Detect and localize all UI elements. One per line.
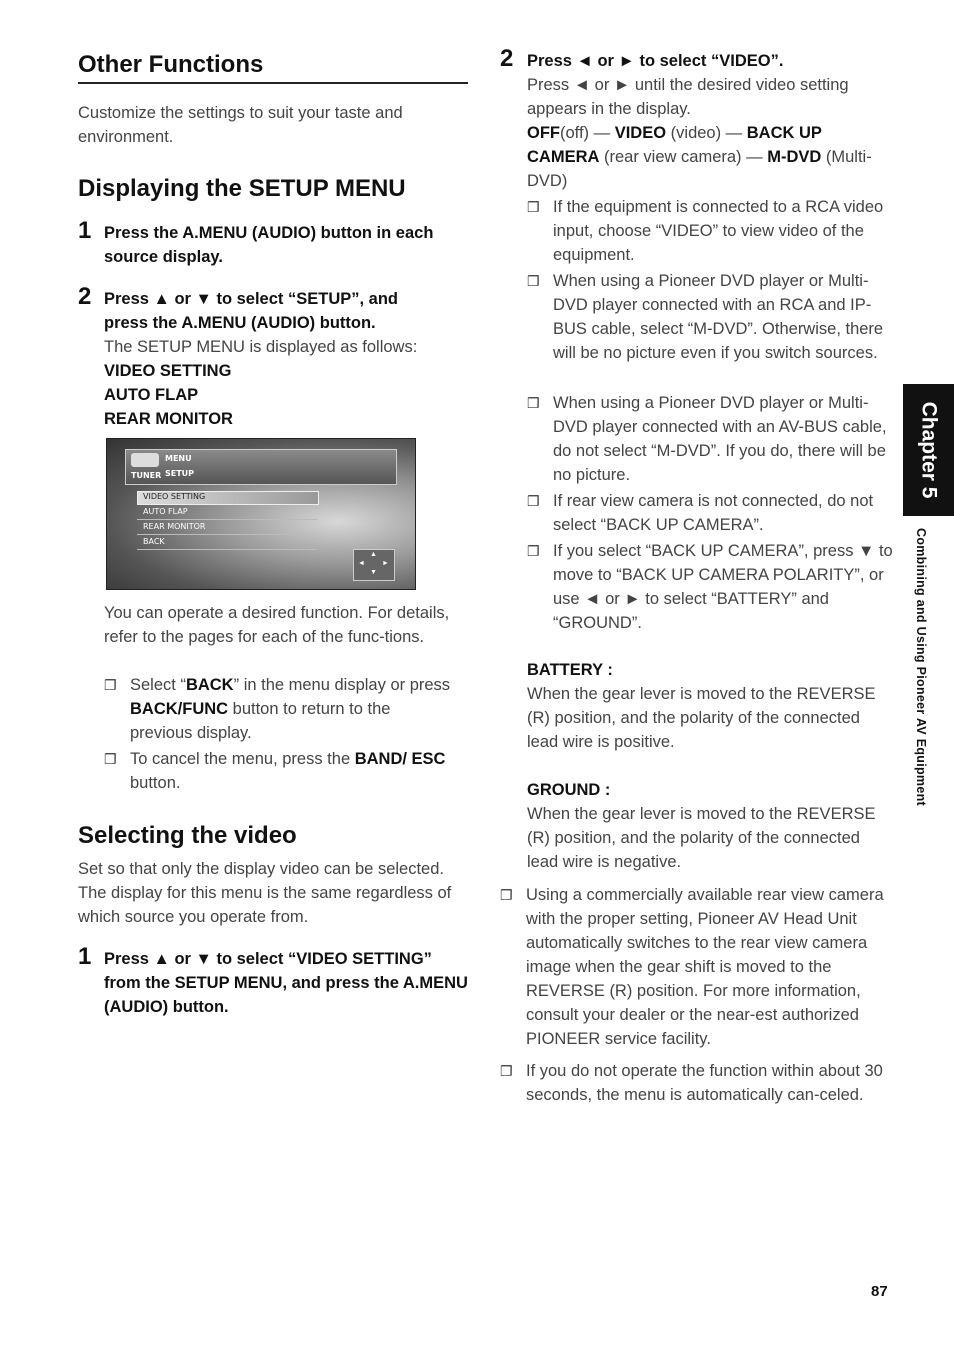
title-rule bbox=[78, 82, 468, 84]
list-item bbox=[104, 747, 454, 795]
list-item bbox=[104, 673, 454, 745]
screenshot-tuner-label: TUNER bbox=[131, 471, 162, 480]
chapter-label-text: Chapter 5 bbox=[917, 401, 941, 499]
screenshot-menu-item: REAR MONITOR bbox=[143, 522, 206, 531]
list-item bbox=[527, 539, 893, 635]
list-item-text: To cancel the menu, press the BAND/ ESC button. bbox=[130, 750, 446, 792]
checkbox-bullet-icon: ❒ bbox=[527, 199, 540, 215]
screenshot-divider bbox=[137, 519, 317, 520]
battery-body: When the gear lever is moved to the REVERSE (R) position, and the polarity of the connected lead wire is positive. bbox=[527, 685, 876, 751]
list-item-text: If the equipment is connected to a RCA video input, choose “VIDEO” to view video of the equipment. bbox=[553, 198, 884, 264]
list-item-text: When using a Pioneer DVD player or Multi-DVD player connected with an AV-BUS cable, do not select “M-DVD”. If you do, there will be no picture. bbox=[553, 394, 887, 484]
section-title: Other Functions bbox=[78, 51, 264, 78]
step-instruction: Press ▲ or ▼ to select “VIDEO SETTING” from the SETUP MENU, and press the A.MENU (AUDIO) button. bbox=[104, 950, 468, 1016]
source-logo-icon bbox=[131, 453, 159, 467]
intro-text: Customize the settings to suit your taste and environment. bbox=[78, 104, 403, 146]
step-number: 2 bbox=[500, 45, 514, 72]
list-item-text: If rear view camera is not connected, do not select “BACK UP CAMERA”. bbox=[553, 492, 874, 534]
step-number: 1 bbox=[78, 943, 92, 970]
checkbox-bullet-icon: ❒ bbox=[104, 677, 117, 693]
list-item-text: When using a Pioneer DVD player or Multi-DVD player connected with an RCA and IP-BUS cable, select “M-DVD”. Otherwise, there will be no picture even if you switch sources. bbox=[553, 272, 884, 362]
checkbox-bullet-icon: ❒ bbox=[104, 751, 117, 767]
screenshot-menu-item: BACK bbox=[143, 537, 165, 546]
step-number: 1 bbox=[78, 217, 92, 244]
list-item bbox=[527, 269, 893, 389]
video-body: Set so that only the display video can be selected. The display for this menu is the same regardless of which source you operate from. bbox=[78, 860, 452, 926]
menu-item-text: REAR MONITOR bbox=[104, 410, 233, 428]
screenshot-nav-pad-icon: ▲ ◄ ► ▼ bbox=[353, 549, 395, 581]
side-section-label-text: Combining and Using Pioneer AV Equipment bbox=[914, 528, 928, 806]
list-item-text: Select “BACK” in the menu display or press BACK/FUNC button to return to the previous display. bbox=[130, 676, 451, 742]
screenshot-menu-label: MENU bbox=[165, 454, 192, 463]
setup-menu-screenshot bbox=[106, 438, 416, 590]
screenshot-setup-label: SETUP bbox=[165, 469, 195, 478]
checkbox-bullet-icon: ❒ bbox=[500, 887, 513, 903]
menu-item-text: AUTO FLAP bbox=[104, 386, 199, 404]
step-instruction: Press ▲ or ▼ to select “SETUP”, and press the A.MENU (AUDIO) button. bbox=[104, 290, 398, 332]
list-item-text: If you do not operate the function within about 30 seconds, the menu is automatically can-celed. bbox=[526, 1062, 883, 1104]
list-item bbox=[527, 195, 893, 267]
video-options: OFF(off) — VIDEO (video) — BACK UP CAMERA (rear view camera) — M-DVD (Multi-DVD) bbox=[527, 124, 872, 190]
video-heading: Selecting the video bbox=[78, 822, 297, 849]
screenshot-divider bbox=[137, 534, 317, 535]
battery-heading: BATTERY : bbox=[527, 661, 613, 679]
ground-heading: GROUND : bbox=[527, 781, 611, 799]
checkbox-bullet-icon: ❒ bbox=[527, 273, 540, 289]
screenshot-menu-item: AUTO FLAP bbox=[143, 507, 188, 516]
after-screenshot-text: You can operate a desired function. For details, refer to the pages for each of the func-tions. bbox=[104, 604, 450, 646]
step-body: Press ◄ or ► until the desired video setting appears in the display. bbox=[527, 76, 849, 118]
list-item bbox=[527, 391, 893, 487]
step-number: 2 bbox=[78, 283, 92, 310]
checkbox-bullet-icon: ❒ bbox=[527, 395, 540, 411]
checkbox-bullet-icon: ❒ bbox=[500, 1063, 513, 1079]
list-item bbox=[500, 883, 892, 1051]
step-instruction: Press the A.MENU (AUDIO) button in each source display. bbox=[104, 224, 434, 266]
screenshot-menu-item: VIDEO SETTING bbox=[143, 492, 206, 501]
step-instruction: Press ◄ or ► to select “VIDEO”. bbox=[527, 52, 784, 70]
menu-item-text: VIDEO SETTING bbox=[104, 362, 232, 380]
side-section-label bbox=[910, 528, 934, 878]
list-item-text: If you select “BACK UP CAMERA”, press ▼ to move to “BACK UP CAMERA POLARITY”, or use ◄ or ► to select “BATTERY” and “GROUND”. bbox=[553, 542, 893, 632]
ground-body: When the gear lever is moved to the REVERSE (R) position, and the polarity of the connected lead wire is negative. bbox=[527, 805, 876, 871]
chapter-label bbox=[903, 384, 954, 516]
list-item bbox=[500, 1059, 892, 1131]
checkbox-bullet-icon: ❒ bbox=[527, 493, 540, 509]
checkbox-bullet-icon: ❒ bbox=[527, 543, 540, 559]
setup-heading: Displaying the SETUP MENU bbox=[78, 175, 406, 202]
page-number: 87 bbox=[871, 1283, 888, 1300]
list-item bbox=[527, 489, 893, 537]
screenshot-divider bbox=[137, 549, 317, 550]
list-item-text: Using a commercially available rear view camera with the proper setting, Pioneer AV Head Unit automatically switches to the rear view camera image when the gear shift is moved to the REVERSE (R) position. For more information, consult your dealer or the near-est authorized PIONEER service facility. bbox=[526, 886, 884, 1048]
step-body: The SETUP MENU is displayed as follows: bbox=[104, 338, 418, 356]
